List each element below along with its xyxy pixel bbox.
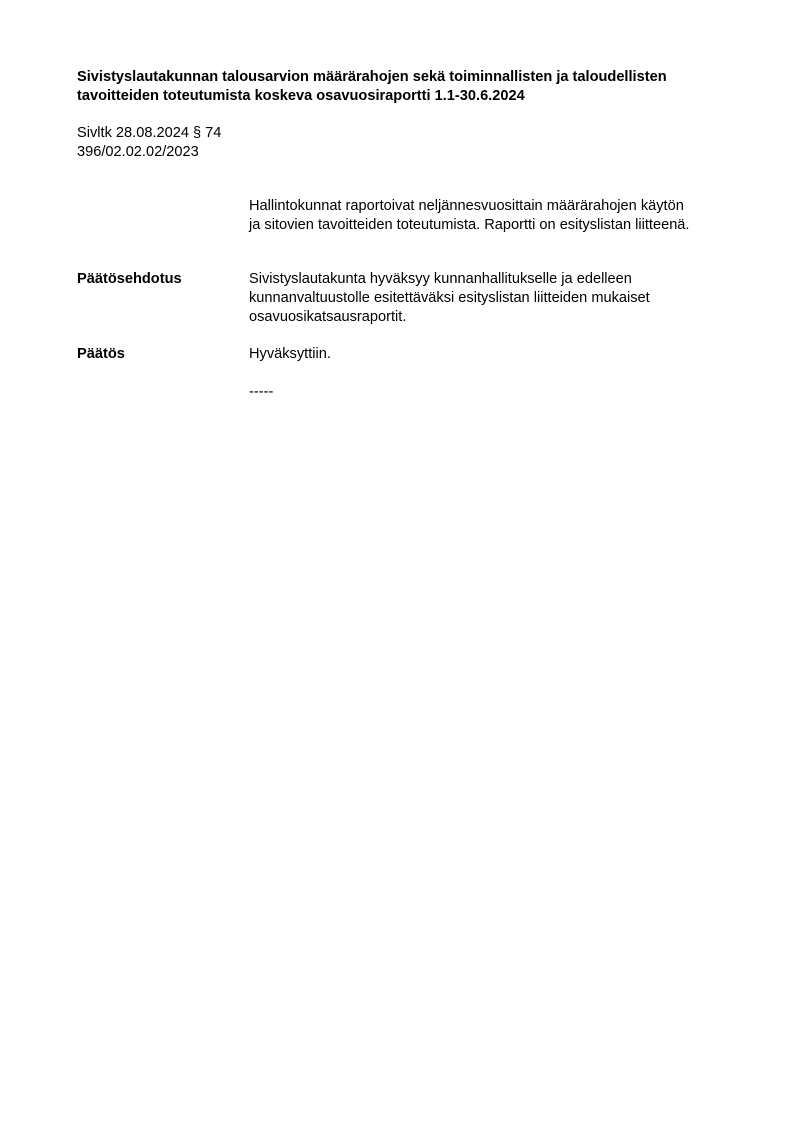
separator-text: ----- [249,384,274,400]
decision-value: Hyväksyttiin. [249,346,331,362]
intro-line-2: ja sitovien tavoitteiden toteutumista. Raportti on esityslistan liitteenä. [249,217,690,233]
decision-text [249,345,331,364]
case-number: 396/02.02.02/2023 [77,144,199,160]
section-separator [249,383,273,402]
decision-label: Päätös [77,346,125,362]
proposal-line-1: Sivistyslautakunta hyväksyy kunnanhallitukselle ja edelleen [249,271,632,287]
proposal-label: Päätösehdotus [77,271,182,287]
meeting-reference-block [77,124,221,162]
document-title-line-2: tavoitteiden toteutumista koskeva osavuosiraportti 1.1-30.6.2024 [77,88,525,104]
meeting-reference: Sivltk 28.08.2024 § 74 [77,125,222,141]
intro-paragraph [249,197,689,235]
intro-line-1: Hallintokunnat raportoivat neljännesvuosittain määrärahojen käytön [249,198,684,214]
proposal-line-2: kunnanvaltuustolle esitettäväksi esityslistan liitteiden mukaiset [249,290,650,306]
proposal-line-3: osavuosikatsausraportit. [249,309,407,325]
document-title [77,68,757,106]
proposal-paragraph [249,270,650,327]
document-title-line-1: Sivistyslautakunnan talousarvion määrärahojen sekä toiminnallisten ja taloudellisten [77,69,667,85]
